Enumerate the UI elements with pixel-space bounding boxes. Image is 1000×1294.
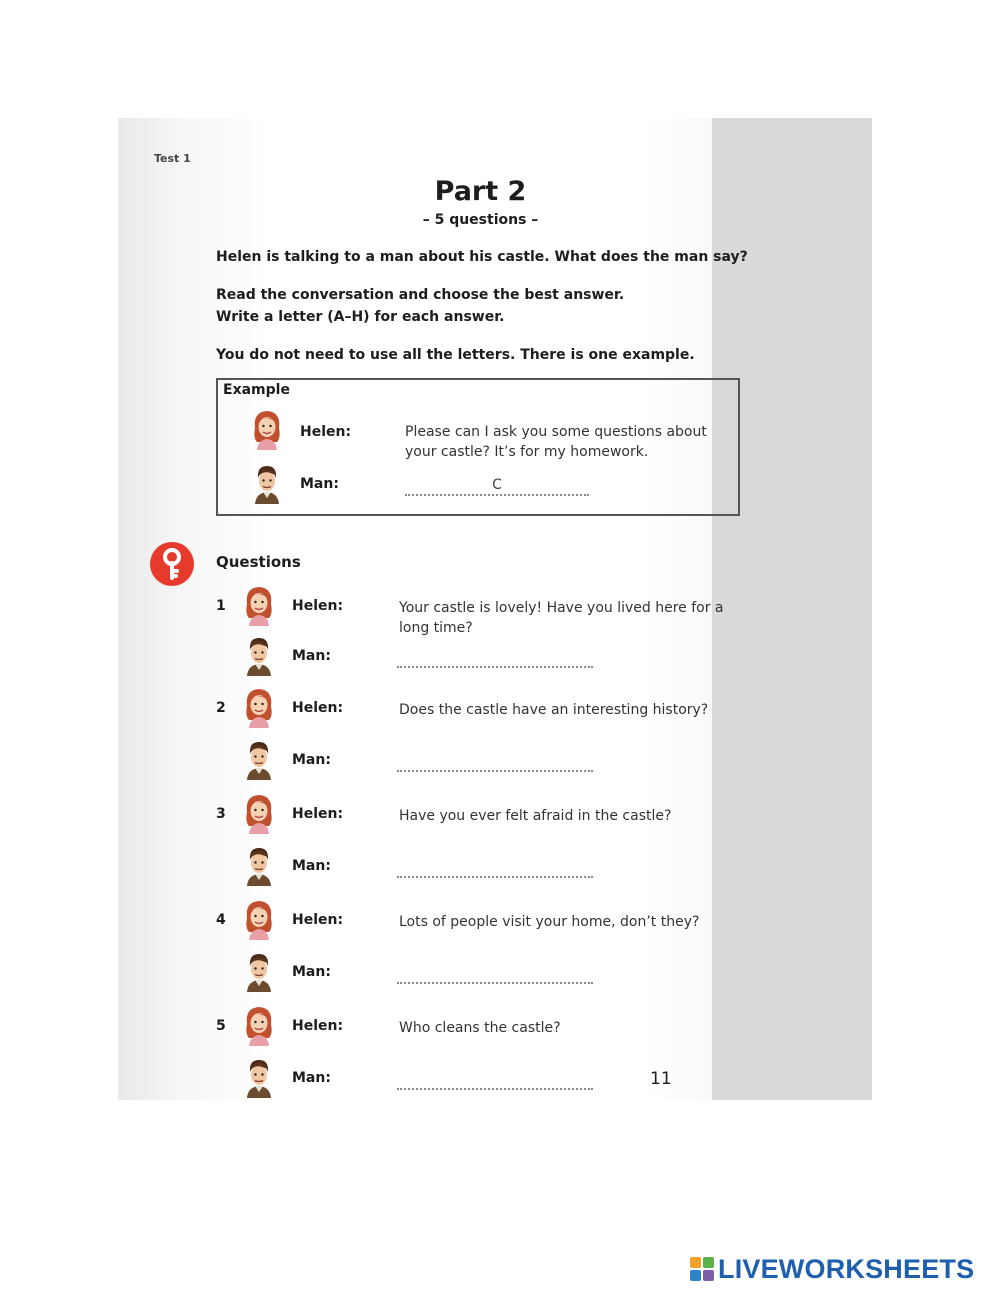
answer-input-2[interactable] (397, 752, 593, 772)
page-subtitle: – 5 questions – (422, 212, 539, 228)
question-helen-label: Helen: (292, 598, 344, 614)
question-helen-label: Helen: (292, 806, 344, 822)
page-title: Part 2 (434, 176, 527, 207)
question-helen-text: Have you ever felt afraid in the castle? (399, 808, 672, 824)
question-number: 1 (216, 598, 226, 614)
instruction-read: Read the conversation and choose the best answer. (216, 287, 625, 303)
answer-input-5[interactable] (397, 1070, 593, 1090)
instruction-letters: You do not need to use all the letters. There is one example. (216, 347, 695, 363)
answer-input-3[interactable] (397, 858, 593, 878)
helen-avatar-icon (242, 686, 276, 728)
questions-label: Questions (216, 553, 301, 571)
man-avatar-icon (242, 1056, 276, 1098)
helen-avatar-icon (242, 898, 276, 940)
question-number: 3 (216, 806, 226, 822)
example-answer: C (405, 476, 589, 496)
brand-name: LIVEWORKSHEETS (718, 1253, 975, 1284)
answer-input-4[interactable] (397, 964, 593, 984)
question-helen-label: Helen: (292, 1018, 344, 1034)
man-avatar-icon (242, 950, 276, 992)
question-number: 2 (216, 700, 226, 716)
question-man-label: Man: (292, 1070, 331, 1086)
helen-avatar-icon (250, 408, 284, 450)
question-helen-text: Does the castle have an interesting history? (399, 702, 709, 718)
key-icon (150, 542, 194, 586)
man-avatar-icon (250, 462, 284, 504)
helen-avatar-icon (242, 1004, 276, 1046)
question-helen-text: Lots of people visit your home, don’t they? (399, 914, 700, 930)
question-helen-label: Helen: (292, 700, 344, 716)
question-man-label: Man: (292, 858, 331, 874)
example-helen-label: Helen: (300, 424, 352, 440)
worksheet-page (118, 118, 872, 1100)
example-box (216, 378, 740, 516)
question-helen-label: Helen: (292, 912, 344, 928)
example-helen-text: Please can I ask you some questions about your castle? It’s for my homework. (405, 424, 707, 460)
helen-avatar-icon (242, 792, 276, 834)
example-man-label: Man: (300, 476, 339, 492)
helen-avatar-icon (242, 584, 276, 626)
man-avatar-icon (242, 844, 276, 886)
question-helen-text: Your castle is lovely! Have you lived here for a long time? (399, 600, 724, 636)
question-man-label: Man: (292, 752, 331, 768)
man-avatar-icon (242, 738, 276, 780)
example-label: Example (223, 382, 290, 398)
page-number: 11 (650, 1069, 672, 1089)
man-avatar-icon (242, 634, 276, 676)
question-helen-text: Who cleans the castle? (399, 1020, 561, 1036)
liveworksheets-logo-icon (690, 1257, 714, 1281)
liveworksheets-brand (690, 1252, 974, 1286)
test-label: Test 1 (154, 152, 191, 165)
instruction-context: Helen is talking to a man about his castle. What does the man say? (216, 249, 748, 265)
instruction-write: Write a letter (A–H) for each answer. (216, 309, 505, 325)
question-man-label: Man: (292, 648, 331, 664)
question-number: 4 (216, 912, 226, 928)
question-man-label: Man: (292, 964, 331, 980)
question-number: 5 (216, 1018, 226, 1034)
answer-input-1[interactable] (397, 648, 593, 668)
